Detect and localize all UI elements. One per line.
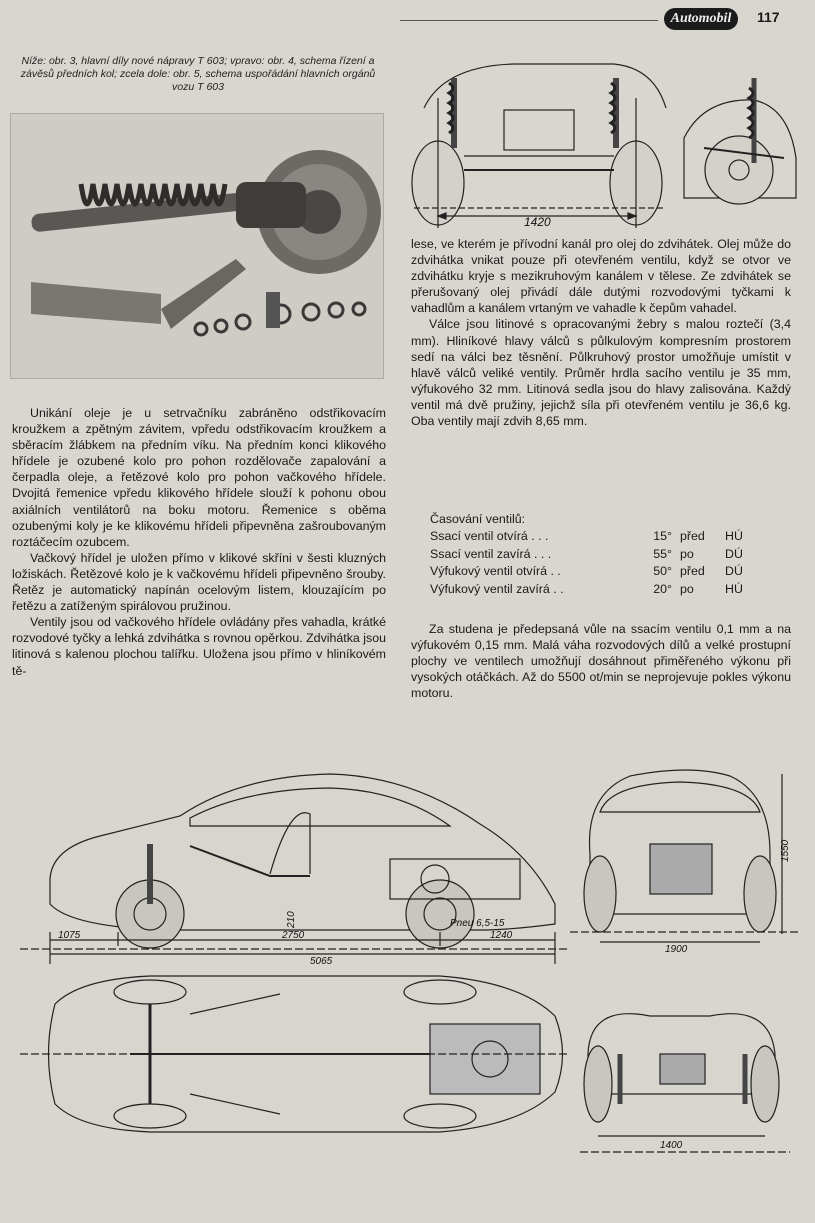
dim-width: 1900 [665,944,688,955]
steering-suspension-figure [404,38,808,234]
timing-value: 50° [653,564,672,578]
timing-dead-center: DÚ [725,564,743,578]
timing-name: Ssací ventil otvírá [430,529,528,543]
dim-front-overhang: 1075 [58,930,81,941]
timing-name: Výfukový ventil otvírá [430,564,548,578]
dim-height: 1550 [780,839,791,862]
axle-parts-photo [10,113,384,379]
timing-dead-center: HÚ [725,529,743,543]
vehicle-layout-figure [10,754,805,1216]
timing-row [430,528,790,546]
timing-word: před [680,564,705,578]
dim-wheelbase: 2750 [282,930,305,941]
steering-scheme-drawing [404,38,808,234]
vehicle-layout-drawing [10,754,805,1216]
paragraph: Válce jsou litinové s opracovanými žebry s malou roztečí (3,4 mm). Hliníkové hlavy válců s půlkulovým kompresním prostorem sedí na válci bez těsnění. Půlkruhový prostor umožňuje umístit v hlavě válců veliké ventily. Průměr hrdla sacího ventilu je 35 mm, výfukového 32 mm. Litinová sedla jsou do hlavy zalisována. Každý ventil má dvě pružiny, jejichž síla při otevřeném ventilu je 36,6 kg. Oba ventily mají zdvih 8,65 mm. [411,317,791,429]
timing-word: po [680,546,694,561]
magazine-logo: Automobil [664,8,738,30]
right-text-column-end [411,621,791,701]
timing-dots: . . . [531,529,549,543]
right-text-column [411,236,791,429]
paragraph: lese, ve kterém je přívodní kanál pro olej do zdvihátek. Olej může do zdvihátka vnikat pouze při otevřeném ventilu, když se otvor ve zdvihátku kryje s mezikruhovým kanálem v tělese. Ze zdvihátek se přerušovaný olej přivádí dále dutými rozvodovými tyčkami k vahadlům a kanálem vrtaným ve vahadle k čepům vahadel. [411,237,791,316]
timing-name: Ssací ventil zavírá [430,546,531,561]
timing-dots: . . . [534,546,552,561]
figure-caption: Níže: obr. 3, hlavní díly nové nápravy T 603; vpravo: obr. 4, schema řízení a závěsů předních kol; zcela dole: obr. 5, schema uspořádání hlavních orgánů vozu T 603 [20,55,376,93]
masthead-rule [400,20,658,21]
timing-dead-center: DÚ [725,546,743,561]
timing-dots: . . [553,581,564,596]
timing-value: 55° [653,546,672,561]
valve-timing-title: Časování ventilů: [430,512,526,526]
timing-word: před [680,529,705,543]
timing-row [430,581,790,599]
axle-parts-illustration [11,114,383,378]
timing-value: 15° [653,529,672,543]
timing-dots: . . [550,564,561,578]
dim-rear-overhang: 1240 [490,930,513,941]
dim-rear-track: 1400 [660,1140,683,1151]
timing-name: Výfukový ventil zavírá [430,581,550,596]
paragraph: Unikání oleje je u setrvačníku zabráněno odstřikovacím kroužkem a zpětným závitem, vpředu odstřikovacím kroužkem a sběracím žlábkem na předním víku. Na předním konci klikového hřídele je ozubené kolo pro pohon rozdělovače zapalování a čerpadla oleje, a řetězové kolo pro pohon vačkového hřídele. Dvojitá řemenice vpředu klikového hřídele slouží k pohonu obou axiálních ventilátorů na boku motoru. Řemenice s oběma ozubenými koly je ke klikovému hřídeli připevněna zašroubovaným roztáčecím ozubcem. [12,406,386,549]
timing-value: 20° [653,581,672,596]
page-number: 117 [757,9,780,25]
paragraph: Ventily jsou od vačkového hřídele ovládány přes vahadla, krátké rozvodové tyčky a lehká zdvihátka s rovnou opěrkou. Zdvihátka jsou litinová s kalenou plochou talířku. Uložena jsou přímo v hliníkovém tě- [12,615,386,678]
paragraph: Vačkový hřídel je uložen přímo v klikové skříni v šesti kluzných ložiskách. Řetězové kolo je k vačkovému hřídeli připevněno šrouby. Řetěz je automatický napínán ocelovým listem, klouzajícím po řetězu a zatíženým spirálovou pružinou. [12,550,386,614]
track-dimension: 1420 [524,215,551,229]
left-text-column [12,405,386,679]
valve-timing-table [430,528,790,598]
dim-overall-length: 5065 [310,956,333,967]
ground-clearance-label: 210 [286,911,297,928]
timing-row [430,563,790,581]
timing-word: po [680,581,694,596]
tire-size-label: Pneu 6,5-15 [450,918,505,929]
timing-row [430,546,790,564]
paragraph: Za studena je předepsaná vůle na ssacím ventilu 0,1 mm a na výfukovém 0,15 mm. Malá váha rozvodových dílů a velké prostupní plochy ve ventilech umožňují dosáhnout přiměřeného výkonu při vysokých otáčkách. Až do 5500 ot/min se neprojevuje pokles výkonu motoru. [411,622,791,701]
timing-dead-center: HÚ [725,581,743,596]
